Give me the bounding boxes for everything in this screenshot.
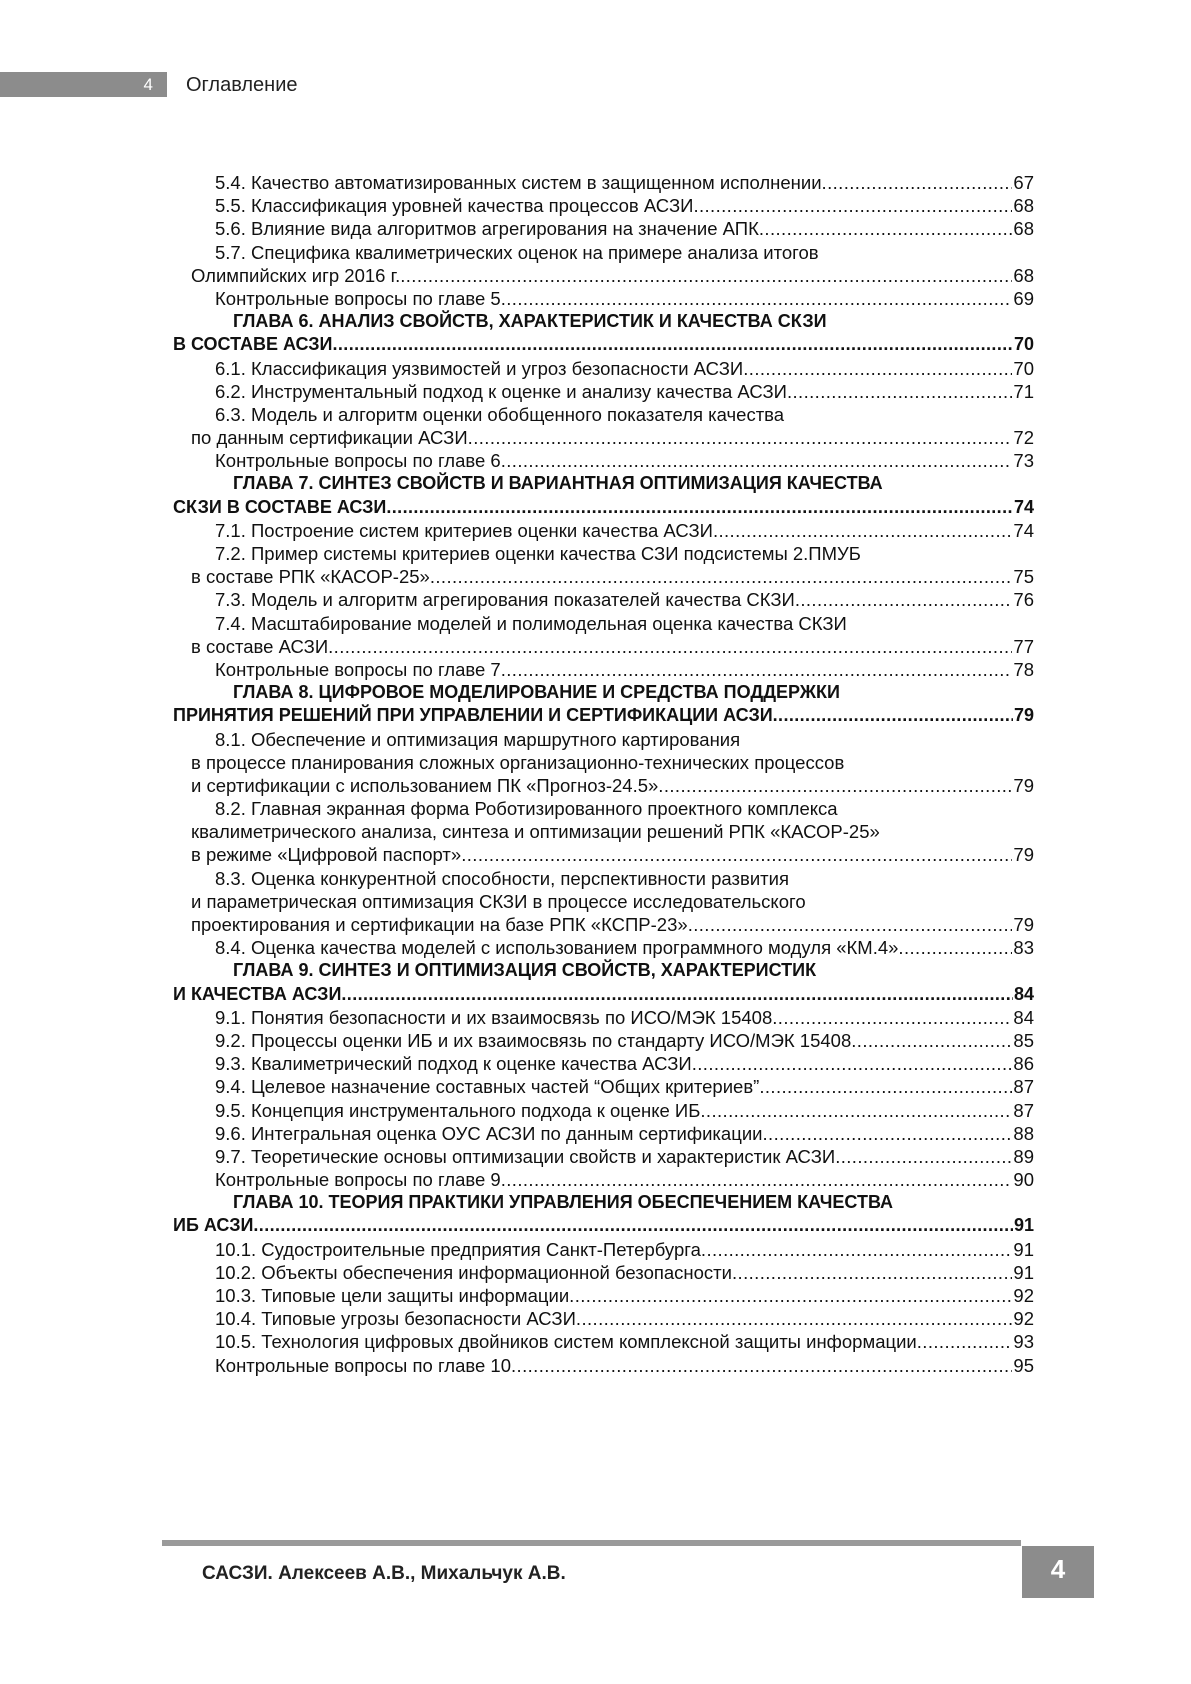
toc-entry-8-3-line1: 8.3. Оценка конкурентной способности, перспективности развития [215, 867, 789, 889]
toc-entry-9-4[interactable]: 9.4. Целевое назначение составных частей “Общих критериев” ..... 87 [173, 1075, 1034, 1098]
table-of-contents [173, 171, 1034, 1377]
toc-entry-8-1-line2: в процессе планирования сложных организационно-технических процессов [191, 751, 845, 773]
toc-entry-6-1[interactable]: 6.1. Классификация уязвимостей и угроз безопасности АСЗИ ..... 70 [173, 357, 1034, 380]
toc-entry-8-3[interactable]: проектирования и сертификации на базе РПК «КСПР-23» ..... 79 [173, 913, 1034, 936]
toc-chapter-8[interactable]: ПРИНЯТИЯ РЕШЕНИЙ ПРИ УПРАВЛЕНИИ И СЕРТИФИКАЦИИ АСЗИ ..... 79 [173, 704, 1034, 727]
toc-chapter-9-line1: ГЛАВА 9. СИНТЕЗ И ОПТИМИЗАЦИЯ СВОЙСТВ, ХАРАКТЕРИСТИК [233, 960, 817, 981]
toc-entry-7-2-line1: 7.2. Пример системы критериев оценки качества СЗИ подсистемы 2.ПМУБ [215, 543, 861, 564]
footer-page-number: 4 [1022, 1546, 1094, 1598]
toc-chapter-7-line1: ГЛАВА 7. СИНТЕЗ СВОЙСТВ И ВАРИАНТНАЯ ОПТИМИЗАЦИЯ КАЧЕСТВА [233, 473, 883, 494]
toc-entry-10-5[interactable]: 10.5. Технология цифровых двойников систем комплексной защиты информации ..... 93 [173, 1330, 1034, 1353]
toc-entry-8-3-line2: и параметрическая оптимизация СКЗИ в процессе исследовательского [191, 890, 806, 912]
toc-entry-9-2[interactable]: 9.2. Процессы оценки ИБ и их взаимосвязь по стандарту ИСО/МЭК 15408 ..... 85 [173, 1029, 1034, 1052]
toc-chapter-7[interactable]: СКЗИ В СОСТАВЕ АСЗИ ..... 74 [173, 496, 1034, 519]
toc-entry-7-3[interactable]: 7.3. Модель и алгоритм агрегирования показателей качества СКЗИ ..... 76 [173, 588, 1034, 611]
toc-entry-9-5[interactable]: 9.5. Концепция инструментального подхода к оценке ИБ ..... 87 [173, 1099, 1034, 1122]
toc-entry-5-5[interactable]: 5.5. Классификация уровней качества процессов АСЗИ ..... 68 [173, 194, 1034, 217]
toc-entry-7-4-line1: 7.4. Масштабирование моделей и полимодельная оценка качества СКЗИ [215, 612, 847, 634]
toc-entry-questions-7[interactable]: Контрольные вопросы по главе 7 ..... 78 [173, 658, 1034, 681]
toc-entry-8-4[interactable]: 8.4. Оценка качества моделей с использованием программного модуля «КМ.4» ..... 83 [173, 936, 1034, 959]
toc-entry-8-2[interactable]: в режиме «Цифровой паспорт» ..... 79 [173, 843, 1034, 866]
toc-entry-questions-6[interactable]: Контрольные вопросы по главе 6 ..... 73 [173, 449, 1034, 472]
toc-chapter-10[interactable]: ИБ АСЗИ ..... 91 [173, 1214, 1034, 1237]
toc-chapter-8-line1: ГЛАВА 8. ЦИФРОВОЕ МОДЕЛИРОВАНИЕ И СРЕДСТВА ПОДДЕРЖКИ [233, 682, 840, 703]
toc-entry-10-2[interactable]: 10.2. Объекты обеспечения информационной безопасности ..... 91 [173, 1261, 1034, 1284]
toc-entry-5-6[interactable]: 5.6. Влияние вида алгоритмов агрегирования на значение АПК ..... 68 [173, 217, 1034, 240]
header-title: Оглавление [186, 74, 298, 96]
header-page-number: 4 [0, 72, 167, 97]
toc-entry-8-2-line2: квалиметрического анализа, синтеза и оптимизации решений РПК «КАСОР-25» [191, 821, 880, 843]
toc-entry-9-1[interactable]: 9.1. Понятия безопасности и их взаимосвязь по ИСО/МЭК 15408 ..... 84 [173, 1006, 1034, 1029]
toc-entry-questions-5[interactable]: Контрольные вопросы по главе 5 ..... 69 [173, 287, 1034, 310]
toc-chapter-10-line1: ГЛАВА 10. ТЕОРИЯ ПРАКТИКИ УПРАВЛЕНИЯ ОБЕСПЕЧЕНИЕМ КАЧЕСТВА [233, 1192, 894, 1213]
toc-chapter-9[interactable]: И КАЧЕСТВА АСЗИ ..... 84 [173, 983, 1034, 1006]
toc-chapter-6-line1: ГЛАВА 6. АНАЛИЗ СВОЙСТВ, ХАРАКТЕРИСТИК И КАЧЕСТВА СКЗИ [233, 311, 827, 332]
toc-entry-6-3-line1: 6.3. Модель и алгоритм оценки обобщенного показателя качества [215, 403, 785, 425]
footer-authors: САСЗИ. Алексеев А.В., Михальчук А.В. [202, 1563, 566, 1584]
toc-entry-6-3[interactable]: по данным сертификации АСЗИ ..... 72 [173, 426, 1034, 449]
toc-entry-8-1[interactable]: и сертификации с использованием ПК «Прогноз-24.5» ..... 79 [173, 774, 1034, 797]
toc-entry-5-7-line1: 5.7. Специфика квалиметрических оценок на примере анализа итогов [215, 241, 819, 263]
toc-entry-10-3[interactable]: 10.3. Типовые цели защиты информации ..... 92 [173, 1284, 1034, 1307]
toc-entry-7-1[interactable]: 7.1. Построение систем критериев оценки качества АСЗИ ..... 74 [173, 519, 1034, 542]
toc-entry-9-7[interactable]: 9.7. Теоретические основы оптимизации свойств и характеристик АСЗИ ..... 89 [173, 1145, 1034, 1168]
toc-chapter-6[interactable]: В СОСТАВЕ АСЗИ ..... 70 [173, 333, 1034, 356]
toc-entry-7-4[interactable]: в составе АСЗИ ..... 77 [173, 635, 1034, 658]
toc-entry-8-2-line1: 8.2. Главная экранная форма Роботизированного проектного комплекса [215, 798, 838, 820]
toc-entry-7-2[interactable]: в составе РПК «КАСОР-25» ..... 75 [173, 565, 1034, 588]
toc-entry-5-7[interactable]: Олимпийских игр 2016 г. ..... 68 [173, 264, 1034, 287]
toc-entry-8-1-line1: 8.1. Обеспечение и оптимизация маршрутного картирования [215, 728, 741, 750]
toc-entry-10-4[interactable]: 10.4. Типовые угрозы безопасности АСЗИ ..... 92 [173, 1307, 1034, 1330]
toc-entry-9-3[interactable]: 9.3. Квалиметрический подход к оценке качества АСЗИ ..... 86 [173, 1052, 1034, 1075]
toc-entry-questions-10[interactable]: Контрольные вопросы по главе 10 ..... 95 [173, 1354, 1034, 1377]
toc-entry-questions-9[interactable]: Контрольные вопросы по главе 9 ..... 90 [173, 1168, 1034, 1191]
footer-divider [162, 1540, 1021, 1546]
toc-entry-9-6[interactable]: 9.6. Интегральная оценка ОУС АСЗИ по данным сертификации ..... 88 [173, 1122, 1034, 1145]
toc-entry-10-1[interactable]: 10.1. Судостроительные предприятия Санкт-Петербурга ..... 91 [173, 1238, 1034, 1261]
toc-entry-6-2[interactable]: 6.2. Инструментальный подход к оценке и анализу качества АСЗИ ..... 71 [173, 380, 1034, 403]
toc-entry-5-4[interactable]: 5.4. Качество автоматизированных систем в защищенном исполнении ..... 67 [173, 171, 1034, 194]
